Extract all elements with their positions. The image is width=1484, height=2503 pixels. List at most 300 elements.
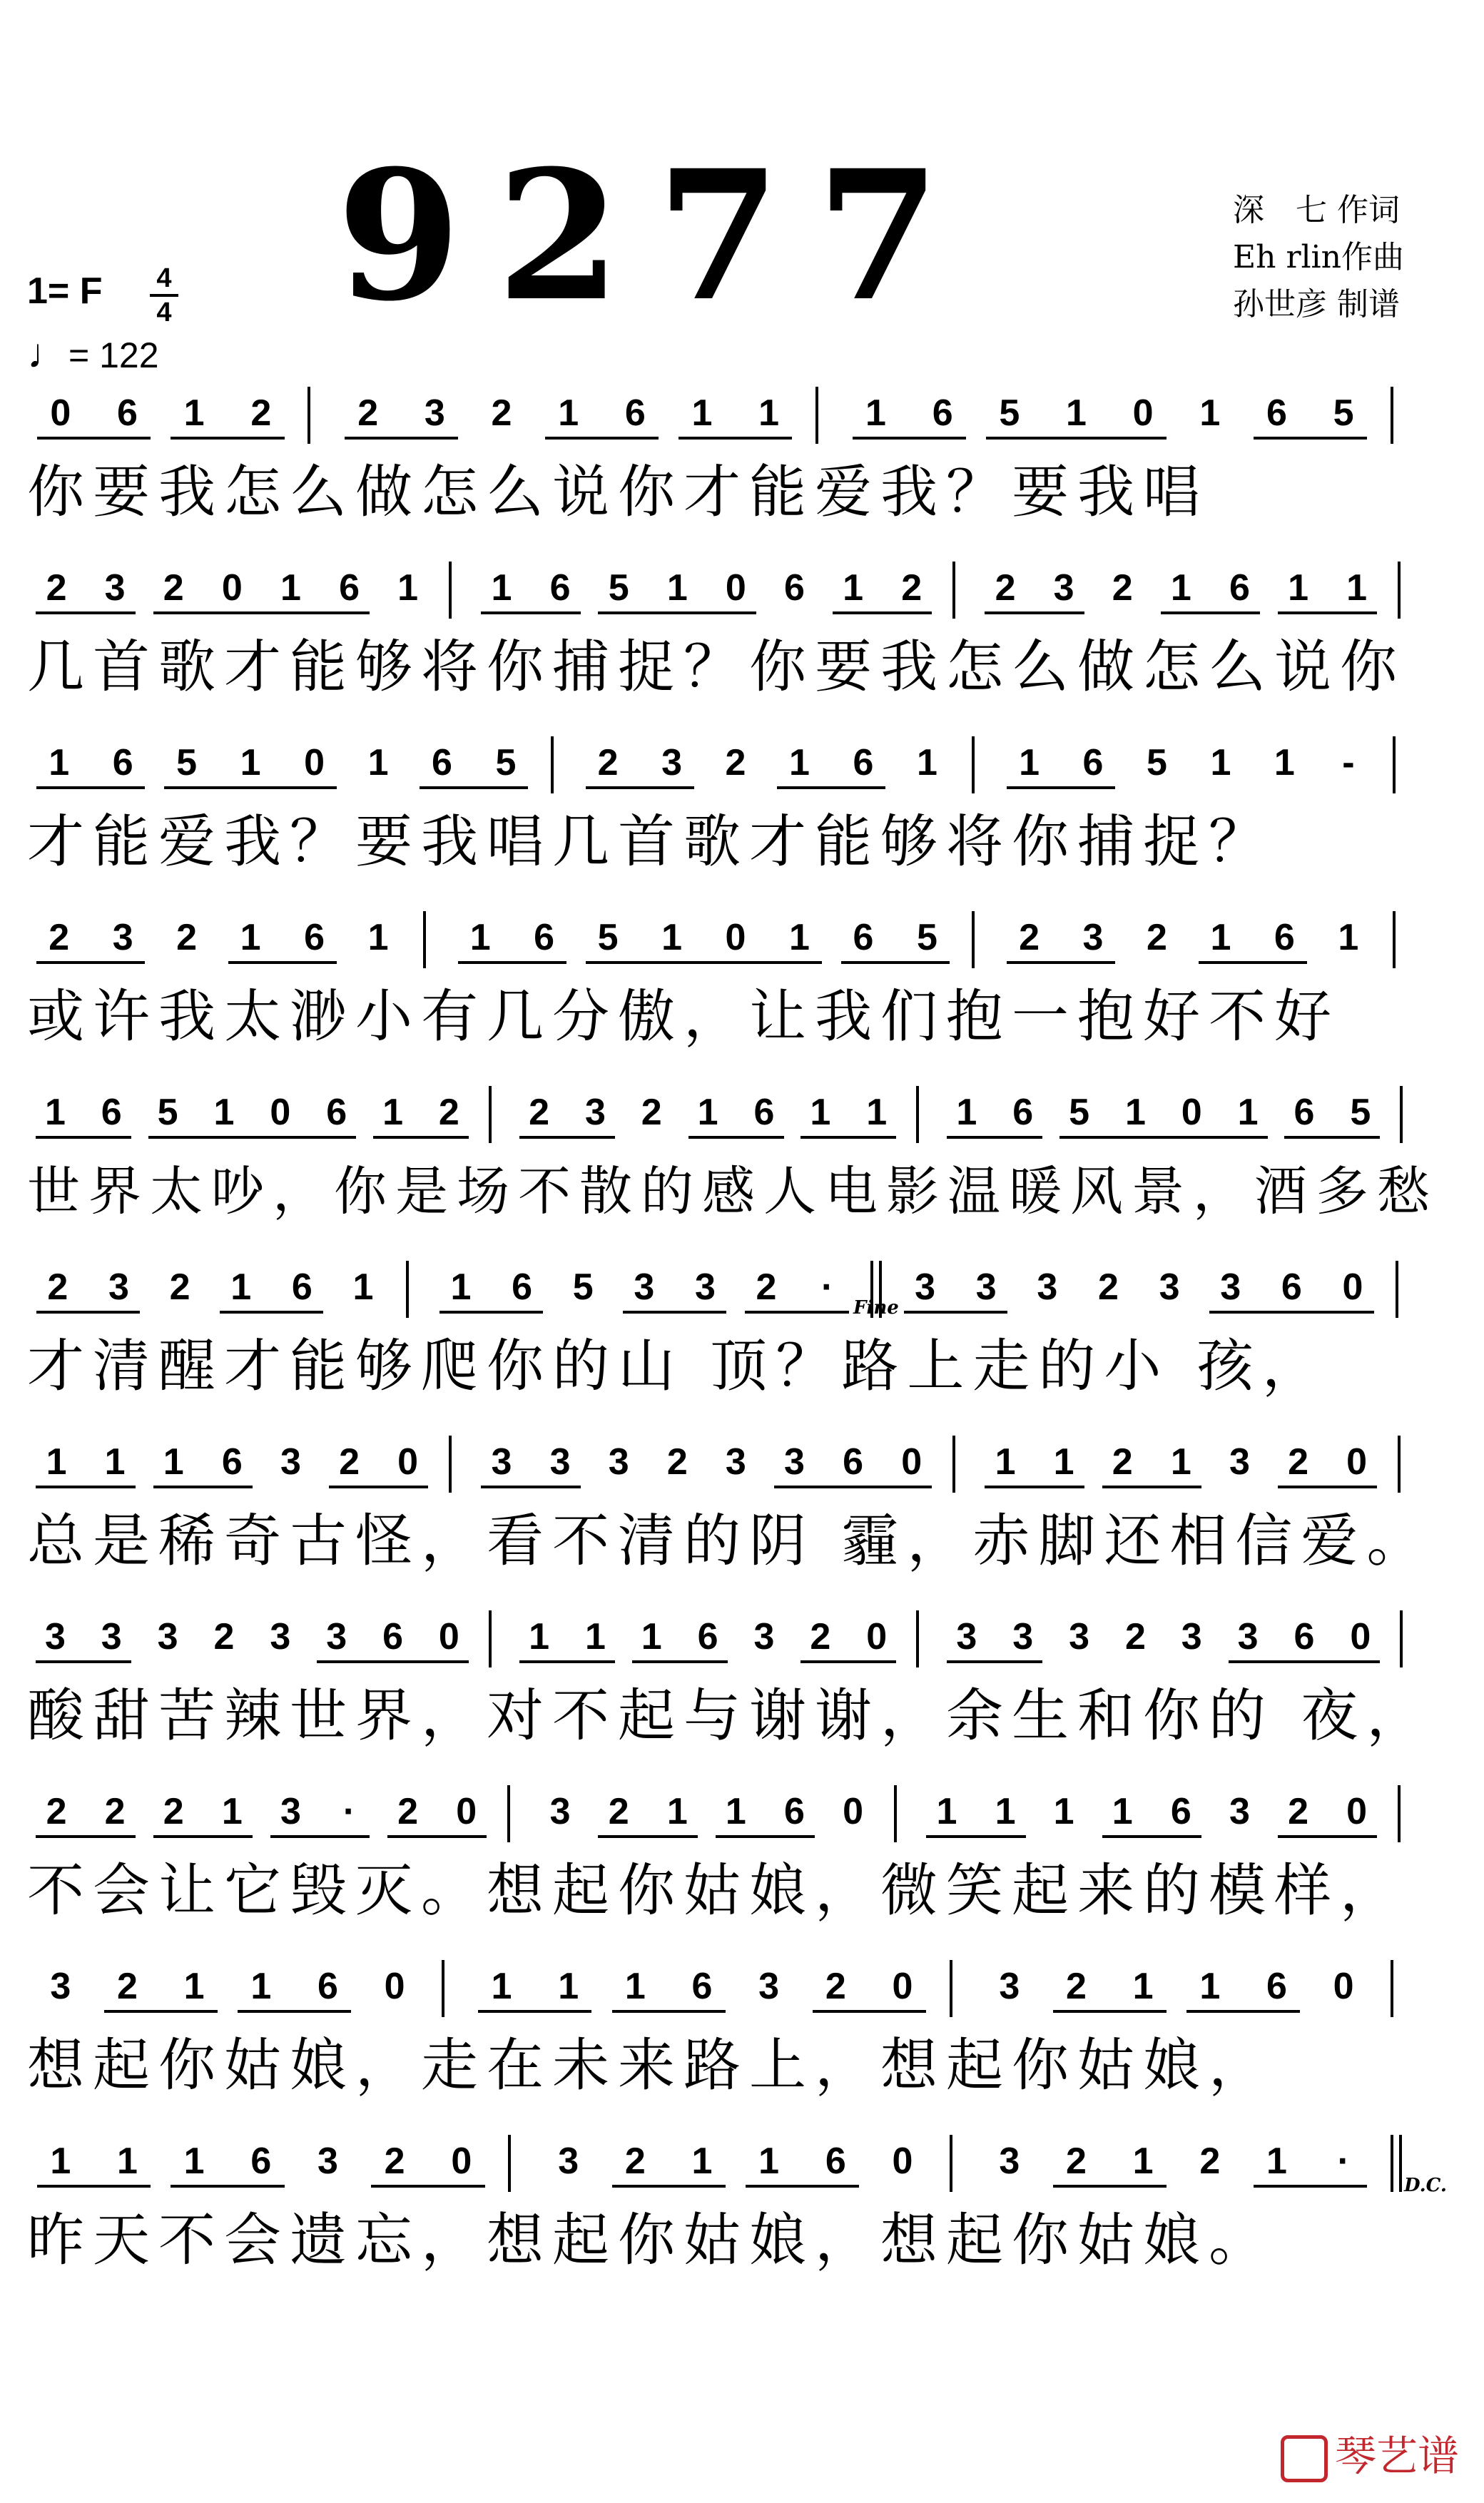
lyrics-line: 才能爱我？要我唱几首歌才能够将你捕捉？ [27,808,1274,875]
beam-underline [1102,1835,1202,1838]
note-digit: 2 [1098,1266,1119,1308]
beam-underline [171,2185,284,2188]
note-digit: 1 [866,1092,888,1133]
note-digit: 3 [317,2141,338,2182]
note-digit: 2 [1066,1966,1087,2007]
notation-line [27,915,1454,973]
barline [1391,387,1393,444]
note-digit: 1 [1274,742,1295,783]
note-digit: 3 [1220,1266,1241,1308]
note-digit: 1 [213,1092,235,1133]
note-digit: 3 [1159,1266,1180,1308]
note-digit: 1 [1170,567,1191,609]
lyrics-line: 总是稀奇古怪，看不清的阴 霾，赤脚还相信爱。 [27,1508,1433,1574]
beam-underline [1161,611,1261,614]
watermark-logo [1281,2422,1459,2482]
note-digit: 1 [183,2141,205,2182]
beam-underline [632,1660,728,1663]
note-digit: 3 [956,1616,977,1657]
note-digit: 6 [339,567,360,609]
note-digit: 1 [1132,2141,1154,2182]
beam-underline [36,1835,136,1838]
beam-underline [220,1311,324,1314]
barline [406,1261,409,1318]
beam-underline [1007,786,1115,789]
beam-underline [1053,2010,1167,2013]
beam-underline [1254,2185,1367,2188]
song-title: 9277 [337,131,976,340]
note-digit: 1 [46,1441,67,1483]
notation-line [27,1615,1454,1672]
beam-underline [1229,1660,1381,1663]
beam-underline [317,1660,469,1663]
notation-line [27,391,1454,448]
note-digit: 6 [853,742,874,783]
note-digit: 3 [549,1441,571,1483]
note-digit: 3 [558,2141,579,2182]
note-digit: 1 [50,2141,71,2182]
note-digit: 2 [725,742,746,783]
beam-underline [1059,1136,1268,1139]
beam-underline [1278,1486,1378,1488]
lyrics-line: 或许我太渺小有几分傲，让我们抱一抱好不好 [27,983,1340,1050]
note-digit: 3 [1229,1441,1250,1483]
note-digit: 6 [784,1791,805,1832]
note-digit: 2 [339,1441,360,1483]
note-digit: 1 [1346,567,1368,609]
note-digit: 3 [1082,917,1104,958]
note-digit: 3 [157,1616,178,1657]
beam-underline [947,1136,1042,1139]
tempo-value: = 122 [68,335,159,375]
note-digit: 6 [1229,567,1250,609]
note-digit: 6 [843,1441,864,1483]
beam-underline [1053,2185,1167,2188]
notation-line [27,1964,1454,2021]
note-digit: 3 [549,1791,571,1832]
barline [1398,1436,1401,1493]
beam-underline [1284,1136,1380,1139]
beam-underline [904,1311,1008,1314]
time-signature [147,264,181,327]
note-digit: 0 [451,2141,472,2182]
note-digit: 0 [397,1441,419,1483]
note-digit: 3 [634,1266,655,1308]
note-digit: 6 [1274,917,1295,958]
note-digit: 3 [694,1266,716,1308]
note-digit: · [1337,2141,1350,2182]
score-system [27,1265,1454,1401]
lyrics-line: 世界太吵，你是场不散的感人电影温暖风景，酒多愁 [27,1161,1438,1222]
note-digit: 6 [1266,1966,1287,2007]
barline [950,1960,952,2017]
note-digit: 2 [46,1791,67,1832]
note-digit: 6 [1294,1616,1315,1657]
note-digit: 3 [725,1441,746,1483]
barline [950,2135,952,2192]
note-digit: 2 [825,1966,846,2007]
note-digit: 0 [866,1616,888,1657]
note-digit: 1 [163,1441,184,1483]
notation-line [27,2139,1454,2196]
beam-underline [478,2010,591,2013]
beam-underline [238,2010,351,2013]
note-digit: 6 [784,567,805,609]
note-digit: 2 [491,392,512,434]
barline [1393,736,1396,793]
note-digit: 1 [661,917,683,958]
note-digit: 5 [1147,742,1167,783]
dc-mark: D.C. [1404,2175,1447,2196]
notation-line [27,1440,1454,1497]
note-digit: 0 [1346,1791,1368,1832]
note-digit: 1 [666,567,688,609]
note-digit: 2 [1066,2141,1087,2182]
beam-underline [420,786,528,789]
note-digit: 6 [691,1966,713,2007]
score-system [27,741,1454,876]
score-system [27,566,1454,701]
beam-underline [612,2010,726,2013]
note-digit: 6 [534,917,555,958]
tempo-marking [27,330,159,377]
beam-underline [481,1486,581,1488]
beam-underline [329,1486,429,1488]
barline [972,911,975,968]
barline [972,736,975,793]
note-digit: 0 [725,567,746,609]
note-digit: 3 [915,1266,936,1308]
beam-underline [36,1660,131,1663]
note-digit: 1 [450,1266,472,1308]
barline [1398,562,1401,619]
beam-underline [1278,1835,1378,1838]
barline [1398,1785,1401,1842]
time-signature-divider [150,294,178,297]
note-digit: 3 [101,1616,122,1657]
note-digit: 6 [221,1441,243,1483]
note-digit: 1 [104,1441,126,1483]
note-digit: 1 [916,742,937,783]
note-digit: 3 [44,1616,66,1657]
note-digit: 2 [1199,2141,1221,2182]
note-digit: 6 [932,392,953,434]
beam-underline [153,1835,253,1838]
note-digit: 0 [384,1966,405,2007]
beam-underline [1199,961,1307,964]
note-digit: 0 [892,1966,913,2007]
note-digit: 3 [975,1266,997,1308]
repeat-barline [1391,2135,1402,2192]
note-digit: 2 [1147,917,1167,958]
beam-underline [104,2010,218,2013]
fine-mark: Fine [853,1297,899,1319]
note-digit: 1 [49,742,70,783]
barline [894,1785,897,1842]
note-digit: 5 [1069,1092,1090,1133]
beam-underline [228,961,337,964]
note-digit: 2 [49,917,70,958]
note-digit: 1 [382,1092,403,1133]
note-digit: 1 [691,2141,713,2182]
barline [952,562,955,619]
beam-underline [841,961,950,964]
beam-underline [586,786,694,789]
beam-underline [813,2010,926,2013]
note-digit: 1 [1124,1092,1146,1133]
score-system [27,915,1454,1051]
score-system [27,1440,1454,1575]
note-digit: 1 [936,1791,957,1832]
note-digit: 1 [397,567,419,609]
note-digit: 6 [291,1266,312,1308]
barline [916,1086,919,1143]
key-signature: 1= F [27,270,103,312]
barline [916,1610,919,1667]
beam-underline [164,786,337,789]
note-digit: 2 [641,1092,662,1133]
lyrics-line: 昨天不会遗忘，想起你姑娘，想起你姑娘。 [27,2207,1274,2273]
beam-underline [833,611,932,614]
note-digit: 0 [725,917,746,958]
barline [449,562,452,619]
note-digit: 6 [112,742,133,783]
composer-credit: Eh rlin作曲 [1233,239,1404,275]
note-digit: 1 [1210,742,1231,783]
note-digit: 1 [183,392,205,434]
note-digit: 1 [280,567,301,609]
note-digit: 1 [44,1092,66,1133]
note-digit: 5 [999,392,1020,434]
beam-underline [947,1660,1042,1663]
notation-line [27,1090,1454,1147]
note-digit: 1 [624,1966,646,2007]
beam-underline [481,611,581,614]
note-digit: 6 [853,917,874,958]
note-digit: 3 [270,1616,291,1657]
time-signature-top: 4 [156,263,172,293]
note-digit: 2 [1288,1441,1308,1483]
piano-logo-icon [1281,2435,1328,2482]
note-digit: 1 [1199,1966,1221,2007]
note-digit: 2 [624,2141,646,2182]
notation-line [27,566,1454,623]
note-digit: · [342,1791,356,1832]
beam-underline [519,1660,615,1663]
score-system [27,1090,1454,1226]
note-digit: 3 [784,1441,805,1483]
quarter-note-icon: ♩ [27,330,68,377]
beam-underline [688,1136,784,1139]
note-digit: 1 [367,742,389,783]
note-digit: 2 [117,1966,138,2007]
note-digit: 3 [491,1441,512,1483]
lyrics-line: 几首歌才能够将你捕捉？你要我怎么做怎么说你 [27,634,1406,700]
note-digit: 5 [1333,392,1354,434]
note-digit: 2 [384,2141,405,2182]
note-digit: 1 [995,1791,1016,1832]
note-digit: 6 [432,742,452,783]
barline [507,1785,510,1842]
note-digit: 0 [221,567,243,609]
beam-underline [801,1660,896,1663]
beam-underline [774,1486,932,1488]
barline [423,911,426,968]
beam-underline [853,437,966,440]
beam-underline [36,1136,131,1139]
beam-underline [598,1835,698,1838]
note-digit: 2 [995,567,1016,609]
watermark-text: 琴艺谱 [1335,2432,1460,2480]
beam-underline [153,611,370,614]
beam-underline [1007,961,1115,964]
note-digit: 2 [1124,1616,1146,1657]
notation-line [27,741,1454,798]
barline [1400,1086,1403,1143]
note-digit: 2 [163,1791,184,1832]
barline [1391,1960,1393,2017]
note-digit: - [1342,742,1355,783]
note-digit: 1 [250,1966,272,2007]
note-digit: 0 [1346,1441,1368,1483]
note-digit: 6 [317,1966,338,2007]
note-digit: 1 [1170,1441,1191,1483]
note-digit: 3 [753,1616,775,1657]
score-system [27,391,1454,527]
beam-underline [148,1136,357,1139]
note-digit: 6 [326,1092,347,1133]
note-digit: 1 [367,917,389,958]
note-digit: 1 [491,1966,512,2007]
lyricist-credit: 深 七 作词 [1233,192,1400,228]
barline [508,2135,511,2192]
note-digit: 3 [1237,1616,1259,1657]
note-digit: 6 [697,1616,718,1657]
note-digit: 6 [1082,742,1104,783]
note-digit: 0 [901,1441,923,1483]
note-digit: 1 [725,1791,746,1832]
note-digit: 6 [382,1616,403,1657]
note-digit: 2 [1288,1791,1308,1832]
barline [489,1610,492,1667]
beam-underline [745,1311,849,1314]
beam-underline [716,1835,815,1838]
barline [952,1436,955,1493]
beam-underline [986,437,1167,440]
notation-line [27,1265,1454,1322]
note-digit: 0 [843,1791,864,1832]
lyrics-line: 想起你姑娘，走在未来路上，想起你姑娘， [27,2032,1274,2098]
note-digit: 5 [916,917,937,958]
beam-underline [1102,1486,1202,1488]
note-digit: 2 [810,1616,831,1657]
note-digit: 2 [597,742,619,783]
score-system [27,2139,1454,2275]
note-digit: 3 [112,917,133,958]
note-digit: 3 [999,1966,1020,2007]
note-digit: 1 [1266,2141,1287,2182]
note-digit: 1 [558,392,579,434]
note-digit: 2 [169,1266,190,1308]
note-digit: 1 [758,2141,780,2182]
note-digit: 2 [901,567,923,609]
note-digit: 6 [1281,1266,1302,1308]
note-digit: 0 [304,742,325,783]
note-digit: 1 [1210,917,1231,958]
note-digit: 6 [512,1266,532,1308]
note-digit: 3 [999,2141,1020,2182]
note-digit: 1 [1288,567,1308,609]
note-digit: 3 [280,1441,301,1483]
note-digit: 0 [1132,392,1154,434]
note-digit: 1 [1053,1791,1074,1832]
beam-underline [985,611,1084,614]
barline [308,387,310,444]
note-digit: 2 [666,1441,688,1483]
note-digit: 5 [608,567,629,609]
barline [815,387,818,444]
note-digit: 3 [1053,567,1074,609]
note-digit: 3 [661,742,683,783]
lyrics-line: 你要我怎么做怎么说你才能爱我？要我唱 [27,459,1209,525]
note-digit: 2 [1019,917,1040,958]
note-digit: 6 [117,392,138,434]
note-digit: 3 [108,1266,129,1308]
note-digit: 1 [469,917,491,958]
barline [551,736,554,793]
beam-underline [612,2185,726,2188]
beam-underline [439,1311,544,1314]
beam-underline [371,2185,484,2188]
beam-underline [746,2185,859,2188]
note-digit: 5 [495,742,517,783]
note-digit: 6 [753,1092,775,1133]
note-digit: 1 [1112,1791,1133,1832]
note-digit: 2 [176,917,198,958]
note-digit: 1 [529,1616,550,1657]
note-digit: 1 [183,1966,205,2007]
note-digit: 1 [641,1616,662,1657]
barline [442,1960,444,2017]
note-digit: 3 [608,1441,629,1483]
note-digit: 0 [1350,1616,1371,1657]
note-digit: 0 [50,392,71,434]
beam-underline [153,1486,253,1488]
beam-underline [37,2185,151,2188]
beam-underline [801,1136,896,1139]
note-digit: 5 [176,742,198,783]
note-digit: 3 [50,1966,71,2007]
credits [1233,187,1468,328]
note-digit: 2 [438,1092,459,1133]
note-digit: 1 [810,1092,831,1133]
note-digit: 3 [326,1616,347,1657]
note-digit: 6 [1266,392,1287,434]
note-digit: 3 [424,392,445,434]
beam-underline [373,1136,469,1139]
note-digit: 6 [1012,1092,1034,1133]
note-digit: 1 [1338,917,1359,958]
beam-underline [171,437,284,440]
beam-underline [36,786,145,789]
note-digit: 3 [584,1092,606,1133]
note-digit: 1 [1199,392,1221,434]
barline [1393,911,1396,968]
note-digit: 6 [101,1092,122,1133]
note-digit: 2 [529,1092,550,1133]
note-digit: 3 [758,1966,780,2007]
note-digit: 0 [892,2141,913,2182]
